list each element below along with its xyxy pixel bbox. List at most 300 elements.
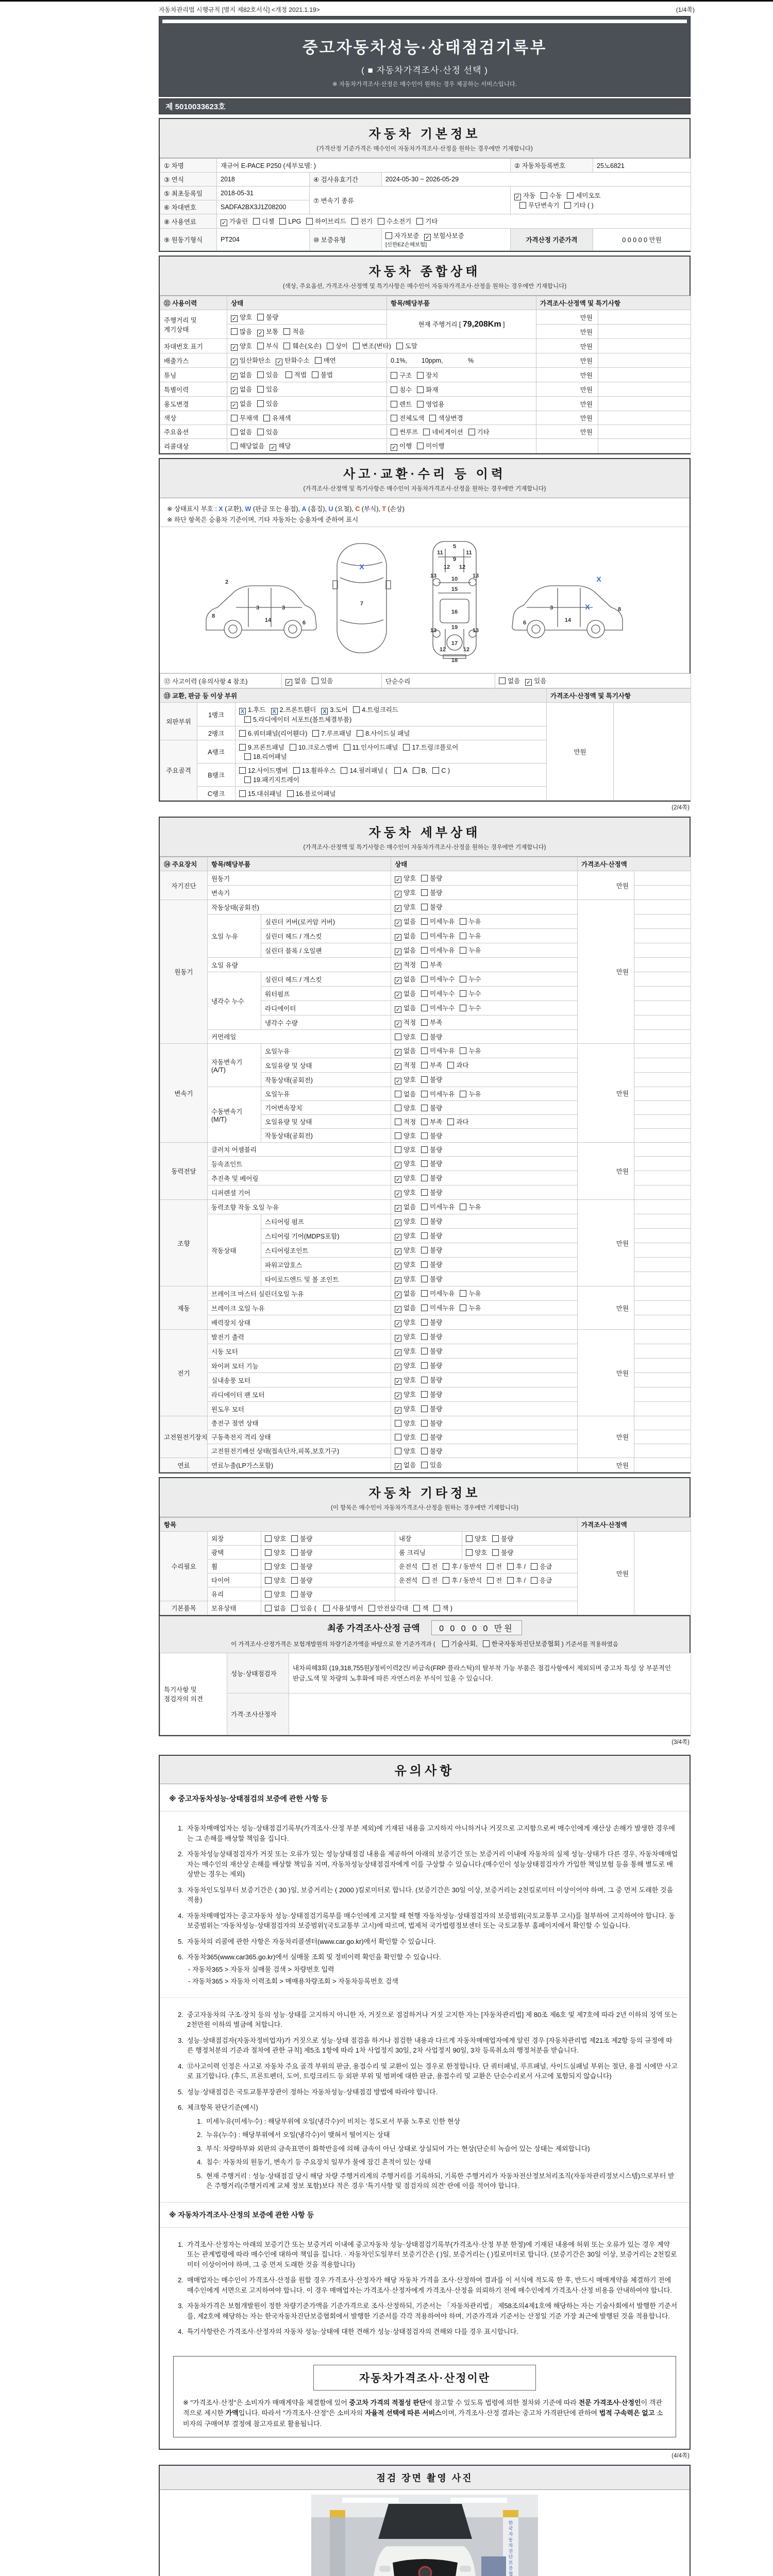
checkbox-적정[interactable]: ✓ bbox=[395, 1021, 401, 1027]
checkbox-없음[interactable]: ✓ bbox=[231, 388, 237, 394]
checkbox-수동[interactable] bbox=[541, 192, 547, 199]
checkbox-영업용[interactable] bbox=[417, 401, 424, 408]
transmission-options bbox=[511, 187, 691, 214]
option-label: 미세누수 bbox=[430, 976, 455, 983]
option-양호 bbox=[395, 1333, 416, 1341]
checkbox-있음[interactable]: ✓ bbox=[526, 680, 531, 686]
checkbox-A[interactable] bbox=[394, 767, 401, 774]
checkbox-불량[interactable] bbox=[421, 1391, 428, 1398]
checkbox-매연[interactable] bbox=[315, 357, 322, 364]
checkbox-없음[interactable]: ✓ bbox=[231, 374, 237, 380]
option-label: 미이행 bbox=[426, 443, 445, 450]
option-있음 bbox=[252, 386, 278, 393]
option-양호 bbox=[395, 1261, 416, 1268]
option-label: 없음 bbox=[508, 677, 520, 685]
checkbox-불량[interactable] bbox=[421, 1377, 428, 1383]
checkbox-많음[interactable] bbox=[231, 328, 238, 335]
checkbox-하이브리드[interactable] bbox=[306, 218, 313, 225]
checkbox-양호[interactable]: ✓ bbox=[395, 1249, 401, 1255]
checkbox-탄화수소[interactable]: ✓ bbox=[277, 359, 282, 365]
checkbox-미세누유[interactable] bbox=[421, 933, 428, 939]
checkbox-잭[interactable] bbox=[413, 1605, 420, 1612]
item-label: 오일유량 및 상태 bbox=[261, 1115, 391, 1129]
option-label: 기술사회, bbox=[450, 1640, 478, 1648]
checkbox-없음[interactable]: ✓ bbox=[395, 920, 401, 926]
checkbox-불량[interactable] bbox=[421, 1160, 428, 1167]
checkbox-누유[interactable] bbox=[460, 1204, 466, 1210]
checkbox-기타 ( )[interactable] bbox=[564, 202, 571, 209]
checkbox-없음[interactable]: ✓ bbox=[395, 1292, 401, 1298]
item-label: 디퍼렌셜 기어 bbox=[208, 1185, 391, 1200]
checkbox-양호[interactable] bbox=[395, 1146, 401, 1153]
checkbox-미세누유[interactable] bbox=[421, 1091, 428, 1097]
checkbox-불량[interactable] bbox=[421, 1319, 428, 1326]
panel-header: ⑬ 교환, 판금 등 이상 부위 bbox=[160, 689, 547, 703]
checkbox-이행[interactable]: ✓ bbox=[391, 445, 397, 451]
checkbox-적정[interactable]: ✓ bbox=[395, 1064, 401, 1070]
checkbox-미이행[interactable] bbox=[417, 443, 424, 449]
table-row bbox=[160, 397, 691, 411]
option-양호 bbox=[395, 904, 416, 911]
option-label: 색상변경 bbox=[438, 415, 463, 422]
label-vin: ⑥ 차대번호 bbox=[160, 200, 217, 214]
checkbox-양호[interactable]: ✓ bbox=[395, 1263, 401, 1269]
option-불량 bbox=[416, 1420, 442, 1427]
option-label: 7.루프패널 bbox=[321, 730, 352, 737]
checkbox-양호[interactable]: ✓ bbox=[395, 1234, 401, 1241]
checkbox-없음[interactable]: ✓ bbox=[395, 935, 401, 941]
checkbox-없음[interactable]: ✓ bbox=[395, 1206, 401, 1212]
option-label: 부식 bbox=[266, 343, 279, 350]
checkbox-부족[interactable] bbox=[421, 1118, 428, 1125]
checkbox-응급[interactable] bbox=[531, 1563, 537, 1570]
checkbox-사용설명서[interactable] bbox=[323, 1605, 330, 1612]
checkbox-해당없음[interactable] bbox=[231, 443, 238, 449]
checkbox-양호[interactable]: ✓ bbox=[231, 316, 237, 322]
checkbox-양호[interactable]: ✓ bbox=[395, 1078, 401, 1084]
checkbox-불량[interactable] bbox=[421, 904, 428, 910]
checkbox-없음[interactable] bbox=[395, 1091, 401, 1097]
checkbox-불량[interactable] bbox=[421, 1420, 428, 1427]
checkbox-상이[interactable] bbox=[327, 343, 333, 349]
checkbox-없음[interactable]: ✓ bbox=[395, 949, 401, 955]
option-label: 불법 bbox=[320, 371, 333, 379]
checkbox-안전삼각대[interactable] bbox=[368, 1605, 375, 1612]
checkbox-양호[interactable]: ✓ bbox=[395, 906, 401, 912]
checkbox-양호[interactable] bbox=[265, 1563, 272, 1570]
option-label: 불량 bbox=[430, 1132, 443, 1140]
checkbox-누유[interactable] bbox=[460, 947, 466, 954]
checkbox-미세누유[interactable] bbox=[421, 1204, 428, 1210]
checkbox-무채색[interactable] bbox=[231, 415, 238, 421]
checkbox-침수[interactable] bbox=[391, 386, 397, 393]
form-meta: 자동차관리법 시행규칙 [별지 제82호서식] <개정 2021.1.19> bbox=[159, 6, 320, 13]
checkbox-누유[interactable] bbox=[460, 1047, 466, 1054]
option-양호 bbox=[395, 1132, 416, 1140]
checkbox-없음[interactable]: ✓ bbox=[286, 680, 292, 686]
checkbox-전[interactable] bbox=[423, 1577, 429, 1584]
checkbox-누유[interactable] bbox=[460, 1290, 466, 1297]
checkbox-해당[interactable]: ✓ bbox=[271, 445, 276, 451]
checkbox-누수[interactable] bbox=[460, 976, 466, 982]
checkbox-불량[interactable] bbox=[421, 1189, 428, 1196]
checkbox-디젤[interactable] bbox=[253, 218, 260, 225]
checkbox-화재[interactable] bbox=[417, 386, 424, 393]
item-label: 오일 유량 bbox=[208, 958, 391, 972]
checkbox-네비게이션[interactable] bbox=[423, 429, 430, 435]
checkbox-7.루프패널[interactable] bbox=[312, 730, 319, 737]
checkbox-양호[interactable]: ✓ bbox=[395, 877, 401, 883]
state-cell bbox=[227, 339, 536, 353]
option-양호 bbox=[395, 1033, 416, 1041]
checkbox-양호[interactable]: ✓ bbox=[395, 1191, 401, 1197]
checkbox-후[interactable] bbox=[507, 1577, 514, 1584]
checkbox-기타[interactable] bbox=[468, 429, 475, 435]
option-누유 bbox=[455, 918, 481, 925]
panel-items bbox=[236, 740, 547, 764]
col-state: 상태 bbox=[227, 296, 387, 310]
checkbox-불량[interactable] bbox=[421, 1333, 428, 1340]
checkbox-양호[interactable] bbox=[265, 1535, 272, 1542]
checkbox-양호[interactable] bbox=[265, 1577, 272, 1584]
blank-cell bbox=[634, 1143, 691, 1157]
overall-subtitle: (색상, 주요옵션, 가격조사·산정액 및 특기사항은 매수인이 자동차가격조사·산정을 원하는 경우에만 기재합니다) bbox=[282, 283, 567, 290]
checkbox-4.트렁크리드[interactable] bbox=[353, 706, 360, 713]
option-양호 bbox=[395, 1362, 416, 1369]
checkbox-있음[interactable] bbox=[257, 429, 264, 435]
option-없음 bbox=[395, 1290, 416, 1297]
checkbox-없음[interactable]: ✓ bbox=[395, 1307, 401, 1313]
checkbox-18.리어패널[interactable] bbox=[244, 753, 251, 760]
checkbox-양호[interactable] bbox=[265, 1549, 272, 1556]
checkbox-후[interactable] bbox=[443, 1563, 449, 1570]
checkbox-자동[interactable]: ✓ bbox=[515, 194, 520, 200]
checkbox-있음[interactable] bbox=[291, 1605, 298, 1612]
option-label: 불량 bbox=[430, 1348, 443, 1355]
blank-cell bbox=[634, 1430, 691, 1444]
checkbox-세미오토[interactable] bbox=[567, 192, 574, 199]
col-detail-item: 항목/해당부품 bbox=[208, 857, 391, 871]
checkbox-있음[interactable] bbox=[257, 400, 264, 407]
option-label: 양호 bbox=[274, 1549, 287, 1556]
repair-item-options bbox=[261, 1560, 395, 1573]
checkbox-불량[interactable] bbox=[421, 1434, 428, 1440]
option-미세누수 bbox=[416, 1005, 455, 1012]
checkbox-2.프론트휀더[interactable]: X bbox=[271, 708, 278, 715]
checkbox-없음[interactable]: ✓ bbox=[395, 978, 401, 984]
option-부족 bbox=[416, 1062, 442, 1069]
checkbox-과다[interactable] bbox=[447, 1062, 454, 1069]
checkbox-없음[interactable] bbox=[499, 677, 506, 684]
checkbox-양호[interactable]: ✓ bbox=[395, 1364, 401, 1370]
checkbox-12.사이드멤버[interactable] bbox=[239, 767, 246, 774]
checkbox-양호[interactable] bbox=[395, 1420, 401, 1427]
option-양호 bbox=[395, 1146, 416, 1154]
checkbox-불법[interactable] bbox=[312, 371, 318, 378]
checkbox-누수[interactable] bbox=[460, 1005, 466, 1011]
option-17.트렁크플로어 bbox=[398, 744, 458, 751]
checkbox-보통[interactable]: ✓ bbox=[258, 330, 263, 336]
checkbox-적정[interactable] bbox=[395, 1118, 401, 1125]
checkbox-있음[interactable] bbox=[257, 386, 264, 393]
checkbox-기술사회,[interactable] bbox=[442, 1640, 449, 1647]
checkbox-C )[interactable] bbox=[432, 767, 439, 774]
checkbox-전[interactable] bbox=[487, 1577, 494, 1584]
checkbox-B,[interactable] bbox=[413, 767, 419, 774]
checkbox-무단변속기[interactable] bbox=[519, 202, 526, 209]
checkbox-양호[interactable]: ✓ bbox=[395, 891, 401, 897]
option-불량 bbox=[286, 1577, 312, 1584]
option-label: 불량 bbox=[430, 1076, 443, 1083]
checkbox-6.쿼터패널(리어휀다)[interactable] bbox=[239, 730, 246, 737]
price-cell bbox=[536, 439, 598, 453]
checkbox-장치[interactable] bbox=[417, 372, 424, 379]
option-label: 없음 bbox=[404, 1204, 416, 1211]
checkbox-없음[interactable] bbox=[231, 429, 238, 435]
checkbox-변조(변타)[interactable] bbox=[353, 343, 360, 349]
item-label: 충전구 절연 상태 bbox=[208, 1416, 391, 1430]
checkbox-없음[interactable]: ✓ bbox=[395, 992, 401, 998]
checkbox-적정[interactable]: ✓ bbox=[395, 963, 401, 970]
checkbox-양호[interactable]: ✓ bbox=[395, 1335, 401, 1342]
col-usage-history: ⑪ 사용이력 bbox=[160, 296, 227, 310]
checkbox-양호[interactable]: ✓ bbox=[395, 1379, 401, 1385]
checkbox-양호[interactable]: ✓ bbox=[395, 1350, 401, 1356]
title-stripe bbox=[162, 20, 687, 23]
checkbox-잭[interactable] bbox=[433, 1605, 440, 1612]
option-12.사이드멤버 bbox=[239, 767, 288, 774]
checkbox-미세누유[interactable] bbox=[421, 1047, 428, 1054]
checkbox-누유[interactable] bbox=[460, 918, 466, 925]
checkbox-양호[interactable] bbox=[395, 1132, 401, 1139]
checkbox-불량[interactable] bbox=[421, 1247, 428, 1253]
other-subtitle: (이 항목은 매수인이 자동차가격조사·산정을 원하는 경우에만 기재합니다) bbox=[331, 1505, 518, 1511]
blank-cell bbox=[634, 1101, 691, 1115]
checkbox-양호[interactable] bbox=[395, 1105, 401, 1111]
checkbox-적음[interactable] bbox=[283, 328, 290, 335]
blank-cell bbox=[634, 1402, 691, 1416]
blank-cell bbox=[634, 987, 691, 1001]
blank-cell bbox=[598, 339, 691, 353]
option-label: 없음 bbox=[404, 1005, 416, 1012]
checkbox-양호[interactable]: ✓ bbox=[395, 1162, 401, 1168]
option-label: 없음 bbox=[404, 1091, 416, 1098]
repair-group-label: 수리필요 bbox=[160, 1532, 208, 1601]
checkbox-없음[interactable]: ✓ bbox=[395, 1049, 401, 1056]
sub-group-label: 자동변속기 (A/T) bbox=[208, 1044, 261, 1087]
checkbox-미세누수[interactable] bbox=[421, 976, 428, 982]
checkbox-불량[interactable] bbox=[421, 1105, 428, 1111]
checkbox-불량[interactable] bbox=[421, 1348, 428, 1354]
checkbox-있음[interactable] bbox=[257, 371, 264, 378]
blank-cell bbox=[634, 1171, 691, 1185]
checkbox-불량[interactable] bbox=[291, 1563, 298, 1570]
notice-item: 6. 체크항목 판단기준(예시) 1. 미세누유(미세누수) : 해당부위에 오일(냉각수)이 비치는 정도로서 부품 노후로 인한 현상 2. 누유(누수) : 해당부위에서 오일(냉각수)이 맺혀서 떨어지는 상태 3. 부식: 차량하부와 외판의 금속표면이 화학반응에 의해 금속이 아닌 상태로 상실되어 가는 현상(단순히 녹슬어 있는 상태는 제외합니다) 4. 침수: 자동차의 원동기, 변속기 등 주요장치 일부가 물에 잠긴 흔적이 있는 상태 5. 현재 주행거리 : 성능·상태점검 당시 해당 차량 주행거리계의 주행거리를 기록하되, 기록한 주행거리가 자동차전산정보처리조직(자동차관리정보시스템)으로부터 받은 주행거리(주행거리계 교체 정보 포함)보다 적은 경우 '특기사항 및 점검자의 의견' 란에 이를 적어야 합니다. bbox=[171, 2103, 678, 2191]
checkbox-구조[interactable] bbox=[391, 372, 397, 379]
option-불량 bbox=[416, 904, 442, 911]
checkbox-불량[interactable] bbox=[421, 1276, 428, 1282]
checkbox-양호[interactable] bbox=[395, 1434, 401, 1440]
option-19.패키지트레이 bbox=[239, 776, 299, 784]
checkbox-없음[interactable]: ✓ bbox=[231, 402, 237, 409]
checkbox-후[interactable] bbox=[443, 1577, 449, 1584]
checkbox-15.대쉬패널[interactable] bbox=[239, 790, 246, 797]
item-label: 추진축 및 베어링 bbox=[208, 1171, 391, 1185]
checkbox-양호[interactable]: ✓ bbox=[395, 1321, 401, 1327]
panel-section-label: 주요골격 bbox=[160, 740, 197, 801]
checkbox-미세누수[interactable] bbox=[421, 990, 428, 997]
checkbox-양호[interactable]: ✓ bbox=[395, 1278, 401, 1284]
checkbox-17.트렁크플로어[interactable] bbox=[403, 744, 410, 751]
checkbox-전기[interactable] bbox=[351, 218, 358, 225]
checkbox-미세누유[interactable] bbox=[421, 1304, 428, 1311]
checkbox-불량[interactable] bbox=[421, 1261, 428, 1268]
checkbox-미세누유[interactable] bbox=[421, 947, 428, 954]
notice-item: 1. 자동차매매업자는 성능·상태점검기록부(가격조사·산정 부분 제외)에 기재된 내용을 고지하지 아니하거나 거짓으로 고지함으로써 매수인에게 재산상 손해가 발생한 경우에는 그 손해를 배상할 책임을 집니다. bbox=[178, 1824, 675, 1842]
checkbox-과다[interactable] bbox=[447, 1118, 454, 1125]
checkbox-누수[interactable] bbox=[460, 990, 466, 997]
checkbox-불량[interactable] bbox=[291, 1535, 298, 1542]
checkbox-불량[interactable] bbox=[421, 1132, 428, 1139]
checkbox-기타[interactable] bbox=[416, 218, 423, 225]
checkbox-부족[interactable] bbox=[421, 1019, 428, 1026]
checkbox-미세누수[interactable] bbox=[421, 1005, 428, 1011]
option-없음 bbox=[395, 990, 416, 997]
checkbox-불량[interactable] bbox=[421, 1218, 428, 1225]
checkbox-8.사이드실 패널[interactable] bbox=[357, 730, 363, 737]
table-row bbox=[160, 1143, 691, 1157]
checkbox-불량[interactable] bbox=[421, 1448, 428, 1454]
checkbox-11.인사이드패널[interactable] bbox=[344, 744, 350, 751]
checkbox-1.후드[interactable]: X bbox=[239, 708, 246, 715]
checkbox-누유[interactable] bbox=[460, 1304, 466, 1311]
checkbox-불량[interactable] bbox=[291, 1577, 298, 1584]
option-화재 bbox=[412, 386, 438, 394]
checkbox-불량[interactable] bbox=[291, 1591, 298, 1598]
option-C ) bbox=[427, 767, 450, 774]
checkbox-누유[interactable] bbox=[460, 933, 466, 939]
checkbox-불량[interactable] bbox=[421, 1232, 428, 1239]
blank-cell bbox=[634, 1258, 691, 1272]
checkbox-불량[interactable] bbox=[291, 1549, 298, 1556]
checkbox-불량[interactable] bbox=[421, 1362, 428, 1369]
checkbox-유채색[interactable] bbox=[263, 415, 270, 421]
checkbox-불량[interactable] bbox=[421, 1076, 428, 1083]
checkbox-13.휠하우스[interactable] bbox=[293, 767, 300, 774]
checkbox-응급[interactable] bbox=[531, 1577, 537, 1584]
checkbox-수소전기[interactable] bbox=[378, 218, 384, 225]
checkbox-양호[interactable]: ✓ bbox=[231, 345, 237, 351]
checkbox-전[interactable] bbox=[423, 1563, 429, 1570]
checkbox-불량[interactable] bbox=[492, 1535, 499, 1542]
option-label: 6.쿼터패널(리어휀다) bbox=[248, 730, 308, 737]
checkbox-없음[interactable] bbox=[265, 1605, 272, 1612]
checkbox-없음[interactable]: ✓ bbox=[395, 1464, 401, 1470]
blank-cell bbox=[634, 1229, 691, 1243]
checkbox-훼손(오손)[interactable] bbox=[283, 343, 290, 349]
checkbox-불량[interactable] bbox=[421, 1175, 428, 1181]
checkbox-불량[interactable] bbox=[492, 1549, 499, 1556]
checkbox-없음[interactable]: ✓ bbox=[395, 1007, 401, 1013]
section-photos bbox=[159, 2465, 691, 2576]
checkbox-양호[interactable] bbox=[466, 1549, 473, 1556]
checkbox-전체도색[interactable] bbox=[391, 415, 397, 421]
checkbox-10.크로스멤버[interactable] bbox=[290, 744, 296, 751]
checkbox-양호[interactable]: ✓ bbox=[395, 1220, 401, 1226]
checkbox-3.도어[interactable]: X bbox=[321, 708, 328, 715]
checkbox-후[interactable] bbox=[507, 1563, 514, 1570]
checkbox-9.프론트패널[interactable] bbox=[239, 744, 246, 751]
checkbox-불량[interactable] bbox=[421, 1033, 428, 1040]
checkbox-LPG[interactable] bbox=[279, 218, 286, 225]
checkbox-썬루프[interactable] bbox=[391, 429, 397, 435]
checkbox-있음[interactable] bbox=[421, 1462, 428, 1468]
checkbox-미세누유[interactable] bbox=[421, 918, 428, 925]
state-options bbox=[391, 1171, 578, 1185]
checkbox-양호[interactable] bbox=[466, 1535, 473, 1542]
option-양호 bbox=[395, 1076, 416, 1083]
option-label: 불량 bbox=[430, 1247, 443, 1254]
checkbox-보험사보증[interactable]: ✓ bbox=[425, 234, 430, 241]
option-보통 bbox=[252, 328, 278, 335]
checkbox-한국자동차진단보증협회[interactable] bbox=[483, 1640, 490, 1647]
checkbox-양호[interactable] bbox=[395, 1033, 401, 1040]
option-없음 bbox=[395, 1304, 416, 1312]
option-label: 양호 bbox=[240, 343, 253, 350]
checkbox-전[interactable] bbox=[487, 1563, 494, 1570]
panel-number: 7 bbox=[360, 601, 364, 607]
checkbox-부식[interactable] bbox=[257, 343, 264, 349]
option-label: 12.사이드멤버 bbox=[248, 767, 288, 774]
checkbox-적법[interactable] bbox=[285, 371, 292, 378]
usage-label: 용도변경 bbox=[160, 397, 227, 411]
text-token: 법적 구속력은 없고 bbox=[599, 2409, 655, 2417]
blank-cell bbox=[634, 871, 691, 886]
checkbox-색상변경[interactable] bbox=[429, 415, 436, 421]
checkbox-렌트[interactable] bbox=[391, 401, 397, 408]
checkbox-미세누유[interactable] bbox=[421, 1290, 428, 1297]
checkbox-양호[interactable]: ✓ bbox=[395, 1408, 401, 1414]
checkbox-불량[interactable] bbox=[257, 314, 264, 320]
item-label: 윈도우 모터 bbox=[208, 1402, 391, 1416]
checkbox-일산화탄소[interactable]: ✓ bbox=[231, 359, 237, 365]
option-label: 불량 bbox=[266, 314, 279, 321]
checkbox-16.플로어패널[interactable] bbox=[287, 790, 294, 797]
checkbox-양호[interactable] bbox=[265, 1591, 272, 1598]
checkbox-불량[interactable] bbox=[421, 889, 428, 896]
checkbox-불량[interactable] bbox=[421, 1405, 428, 1412]
checkbox-14.필러패널[interactable] bbox=[341, 767, 347, 774]
checkbox-양호[interactable]: ✓ bbox=[395, 1177, 401, 1183]
blank-cell bbox=[598, 368, 691, 382]
checkbox-양호[interactable] bbox=[395, 1448, 401, 1454]
checkbox-누유[interactable] bbox=[460, 1091, 466, 1097]
checkbox-19.패키지트레이[interactable] bbox=[244, 776, 251, 783]
checkbox-부족[interactable] bbox=[421, 1062, 428, 1069]
checkbox-5.라디에이터 서포트(볼트체결부품)[interactable] bbox=[244, 716, 251, 723]
checkbox-가솔린[interactable]: ✓ bbox=[221, 220, 227, 226]
checkbox-있음[interactable] bbox=[312, 677, 318, 684]
blank-cell bbox=[634, 1214, 691, 1229]
checkbox-불량[interactable] bbox=[421, 875, 428, 882]
option-label: 전 bbox=[431, 1563, 438, 1570]
option-불량 bbox=[416, 1333, 442, 1341]
checkbox-도말[interactable] bbox=[396, 343, 403, 349]
checkbox-자가보증[interactable] bbox=[385, 232, 392, 239]
checkbox-불량[interactable] bbox=[421, 1146, 428, 1153]
checkbox-양호[interactable]: ✓ bbox=[395, 1393, 401, 1399]
checkbox-부족[interactable] bbox=[421, 961, 428, 968]
